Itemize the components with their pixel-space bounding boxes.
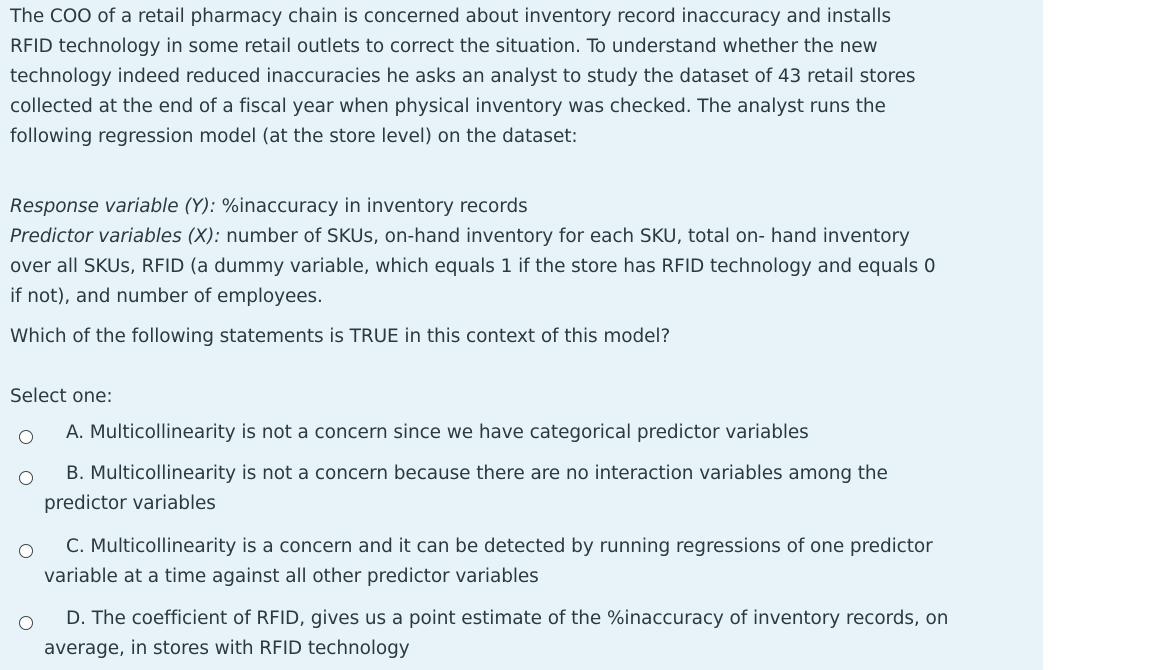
option-c-line2: variable at a time against all other predictor variables [44,566,539,587]
predictor-variable-line: over all SKUs, RFID (a dummy variable, which equals 1 if the store has RFID technology and equals 0 [10,256,936,277]
response-variable-line [10,192,1020,222]
question-prompt: Which of the following statements is TRUE in this context of this model? [10,326,671,347]
option-a-text [10,418,1020,448]
intro-line: technology indeed reduced inaccuracies he asks an analyst to study the dataset of 43 retail stores [10,66,916,87]
predictor-variable-text: number of SKUs, on-hand inventory for each SKU, total on- hand inventory [220,226,910,247]
intro-line: collected at the end of a fiscal year when physical inventory was checked. The analyst runs the [10,96,886,117]
response-variable-label: Response variable (Y): [10,196,216,217]
option-d-text [10,604,1020,664]
predictor-variable-line: if not), and number of employees. [10,286,323,307]
response-variable-text: %inaccuracy in inventory records [215,196,528,217]
option-d-line2: average, in stores with RFID technology [44,638,410,659]
option-a-line1: A. Multicollinearity is not a concern since we have categorical predictor variables [66,422,809,443]
intro-line: RFID technology in some retail outlets to correct the situation. To understand whether the new [10,36,878,57]
option-c-text [10,532,1020,592]
select-one-label: Select one: [10,386,113,407]
option-b-line1: B. Multicollinearity is not a concern because there are no interaction variables among the [66,463,888,484]
option-d-line1: D. The coefficient of RFID, gives us a point estimate of the %inaccuracy of inventory records, on [66,608,949,629]
intro-line: The COO of a retail pharmacy chain is concerned about inventory record inaccuracy and installs [10,6,892,27]
option-a[interactable] [10,422,1025,452]
option-b-text [10,459,1020,519]
option-c-line1: C. Multicollinearity is a concern and it can be detected by running regressions of one predictor [66,536,933,557]
question-intro [10,2,1020,152]
intro-line: following regression model (at the store level) on the dataset: [10,126,578,147]
option-c[interactable] [10,536,1025,596]
option-d[interactable] [10,608,1025,668]
predictor-variable-label: Predictor variables (X): [10,226,221,247]
option-b[interactable] [10,463,1025,523]
variable-definitions [10,192,1020,312]
option-b-line2: predictor variables [44,493,216,514]
predictor-variable-line [10,222,1020,252]
